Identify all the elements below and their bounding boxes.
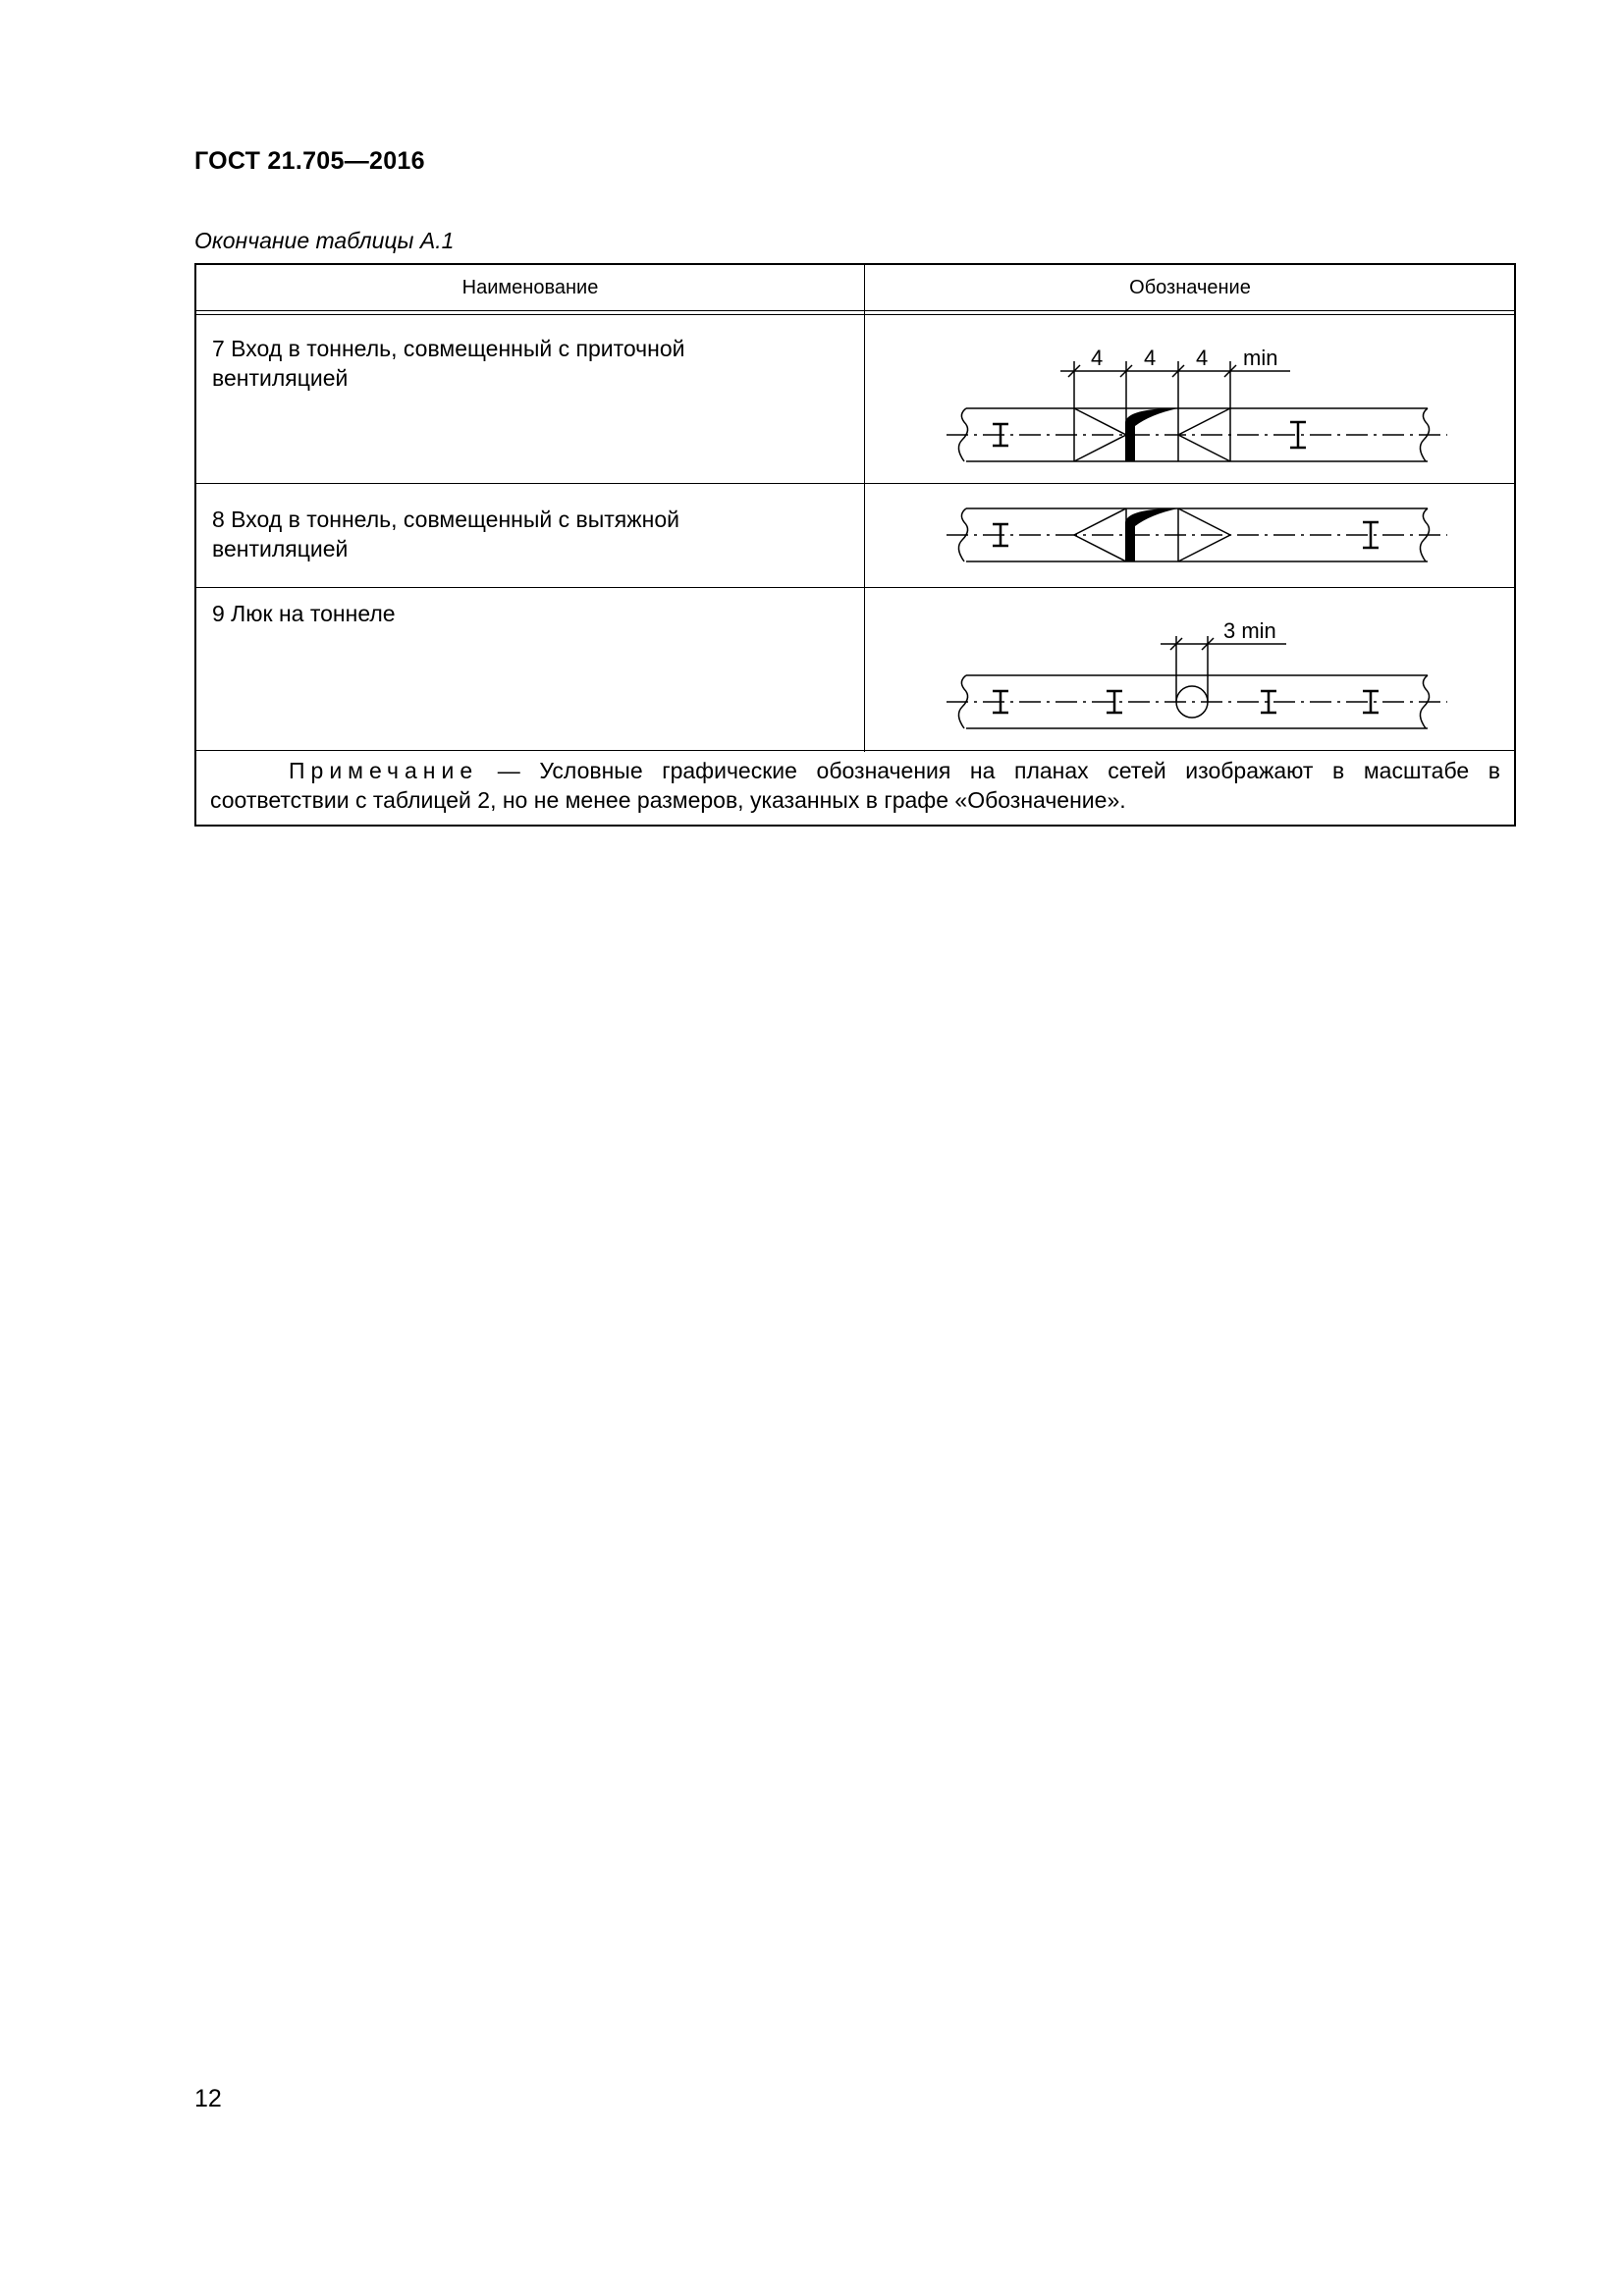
tunnel-entrance-exhaust-symbol [864, 485, 1516, 587]
dimension-label: min [1243, 346, 1278, 370]
table-note [210, 756, 1500, 815]
tunnel-hatch-symbol [864, 589, 1516, 750]
dimension-label: 4 [1144, 346, 1157, 370]
header-divider [196, 310, 1514, 311]
table-caption: Окончание таблицы А.1 [194, 228, 455, 253]
dimension-label: 4 [1196, 346, 1209, 370]
row-9-name: 9 Люк на тоннеле [212, 601, 396, 626]
row-divider [196, 587, 1514, 588]
row-divider [196, 483, 1514, 484]
header-divider-second [196, 314, 1514, 315]
document-code: ГОСТ 21.705—2016 [194, 147, 425, 175]
column-header-name: Наименование [461, 277, 599, 298]
row-divider [196, 750, 1514, 751]
column-header-symbol: Обозначение [1129, 277, 1251, 298]
row-7-name: 7 Вход в тоннель, совмещенный с приточной вентиляцией [212, 336, 685, 391]
note-label: Примечание [289, 758, 479, 783]
symbols-table [194, 263, 1516, 827]
note-text: — Условные графические обозначения на планах сетей изображают в масштабе в соответствии с таблицей 2, но не менее размеров, указанных в графе «Обозначение». [210, 758, 1500, 813]
dimension-label: 3 min [1223, 618, 1276, 643]
row-8-name: 8 Вход в тоннель, совмещенный с вытяжной вентиляцией [212, 507, 679, 561]
tunnel-entrance-supply-symbol [864, 316, 1516, 483]
dimension-label: 4 [1091, 346, 1104, 370]
page-number: 12 [194, 2085, 222, 2112]
